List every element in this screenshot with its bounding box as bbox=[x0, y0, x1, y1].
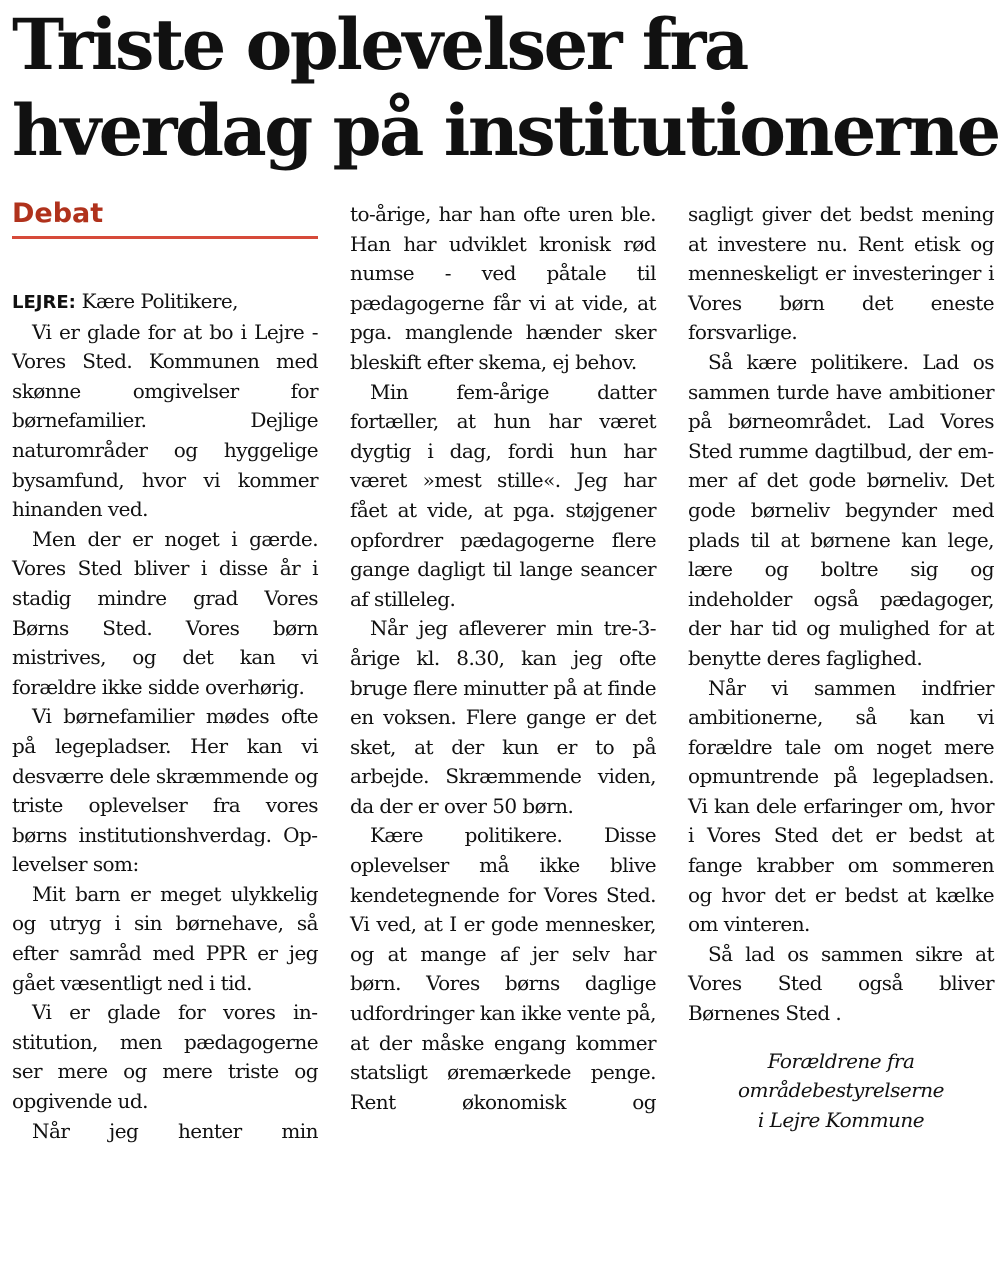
paragraph: Når jeg afleverer min tre-3-årige kl. 8.30, kan jeg ofte bruge flere minutter på at finde en voksen. Flere gange er det sket, at der kun er to på arbejde. Skræmmende viden, da der er over 50 børn. bbox=[350, 616, 656, 818]
signature-line-2: områdebestyrelserne bbox=[737, 1078, 945, 1103]
headline-line-2: hverdag på institutionerne bbox=[12, 89, 999, 172]
paragraph: sagligt giver det bedst mening at investere nu. Rent etisk og menneskeligt er investeringer i Vores børn det eneste forsvarlige. bbox=[688, 202, 994, 345]
headline bbox=[12, 2, 999, 174]
paragraph: Vi er glade for vores institution, men pædagogerne ser mere og mere triste og opgivende ud. bbox=[12, 1000, 318, 1114]
paragraph: to-årige, har han ofte uren ble. Han har udviklet kronisk rød numse - ved påtale til pædagogerne får vi at vide, at pga. manglende hænder sker bleskift efter skema, ej behov. bbox=[350, 202, 656, 374]
article-column-3 bbox=[688, 200, 994, 1135]
dateline: LEJRE: bbox=[12, 292, 76, 313]
signature-line-3: i Lejre Kommune bbox=[757, 1107, 925, 1132]
article-column-2 bbox=[350, 200, 656, 1117]
section-label: Debat bbox=[12, 198, 104, 229]
paragraph: Mit barn er meget ulykkelig og utryg i sin børnehave, så efter samråd med PPR er jeg gået væsentligt ned i tid. bbox=[12, 881, 318, 995]
paragraph: Når jeg henter min bbox=[32, 1118, 318, 1143]
greeting-paragraph bbox=[12, 287, 318, 318]
paragraph: Min fem-årige datter fortæller, at hun har været dygtig i dag, fordi hun har været »mest stille«. Jeg har fået at vide, at pga. støjgener opfordrer pædagogerne flere gange dagligt til lange seancer af stilleleg. bbox=[350, 379, 656, 611]
paragraph: Når vi sammen indfrier ambitionerne, så kan vi forældre tale om noget mere opmuntrende på legepladsen. Vi kan dele erfaringer om, hvor i Vores Sted det er bedst at fange krabber om sommeren og hvor det er bedst at kælke om vinteren. bbox=[688, 675, 994, 937]
paragraph: Men der er noget i gærde. Vores Sted bliver i disse år i stadig mindre grad Vores Børns Sted. Vores børn mistrives, og det kan vi forældre ikke sidde overhørig. bbox=[12, 526, 318, 699]
greeting-text: Kære Politikere, bbox=[81, 289, 238, 313]
article-column-1 bbox=[12, 198, 318, 1146]
paragraph: Vi er glade for at bo i Lejre - Vores Sted. Kommunen med skønne omgivelser for børnefamilier. Dejlige naturområder og hyggelige bysamfund, hvor vi kommer hinanden ved. bbox=[12, 319, 318, 522]
paragraph: Vi børnefamilier mødes ofte på legepladser. Her kan vi desværre dele skræmmende og triste oplevelser fra vores børns institutionshverdag. Oplevelser som: bbox=[12, 704, 318, 877]
section-divider bbox=[12, 236, 318, 239]
paragraph: Så kære politikere. Lad os sammen turde have ambitioner på børneområdet. Lad Vores Sted rumme dagtilbud, der emmer af det gode børneliv. Det gode børneliv begynder med plads til at børnene kan lege, lære og boltre sig og indeholder også pædagoger, der har tid og mulighed for at benytte deres faglighed. bbox=[688, 349, 994, 670]
paragraph: Så lad os sammen sikre at Vores Sted også bliver Børnenes Sted . bbox=[688, 941, 994, 1026]
signature bbox=[688, 1047, 994, 1136]
paragraph: Kære politikere. Disse oplevelser må ikke blive kendetegnende for Vores Sted. Vi ved, at I er gode mennesker, og at mange af jer selv har børn. Vores børns daglige udfordringer kan ikke vente på, at der måske engang kommer statsligt øremærkede penge. Rent økonomisk og bbox=[350, 823, 656, 1114]
signature-line-1: Forældrene fra bbox=[767, 1048, 915, 1073]
headline-line-1: Triste oplevelser fra bbox=[12, 3, 747, 86]
